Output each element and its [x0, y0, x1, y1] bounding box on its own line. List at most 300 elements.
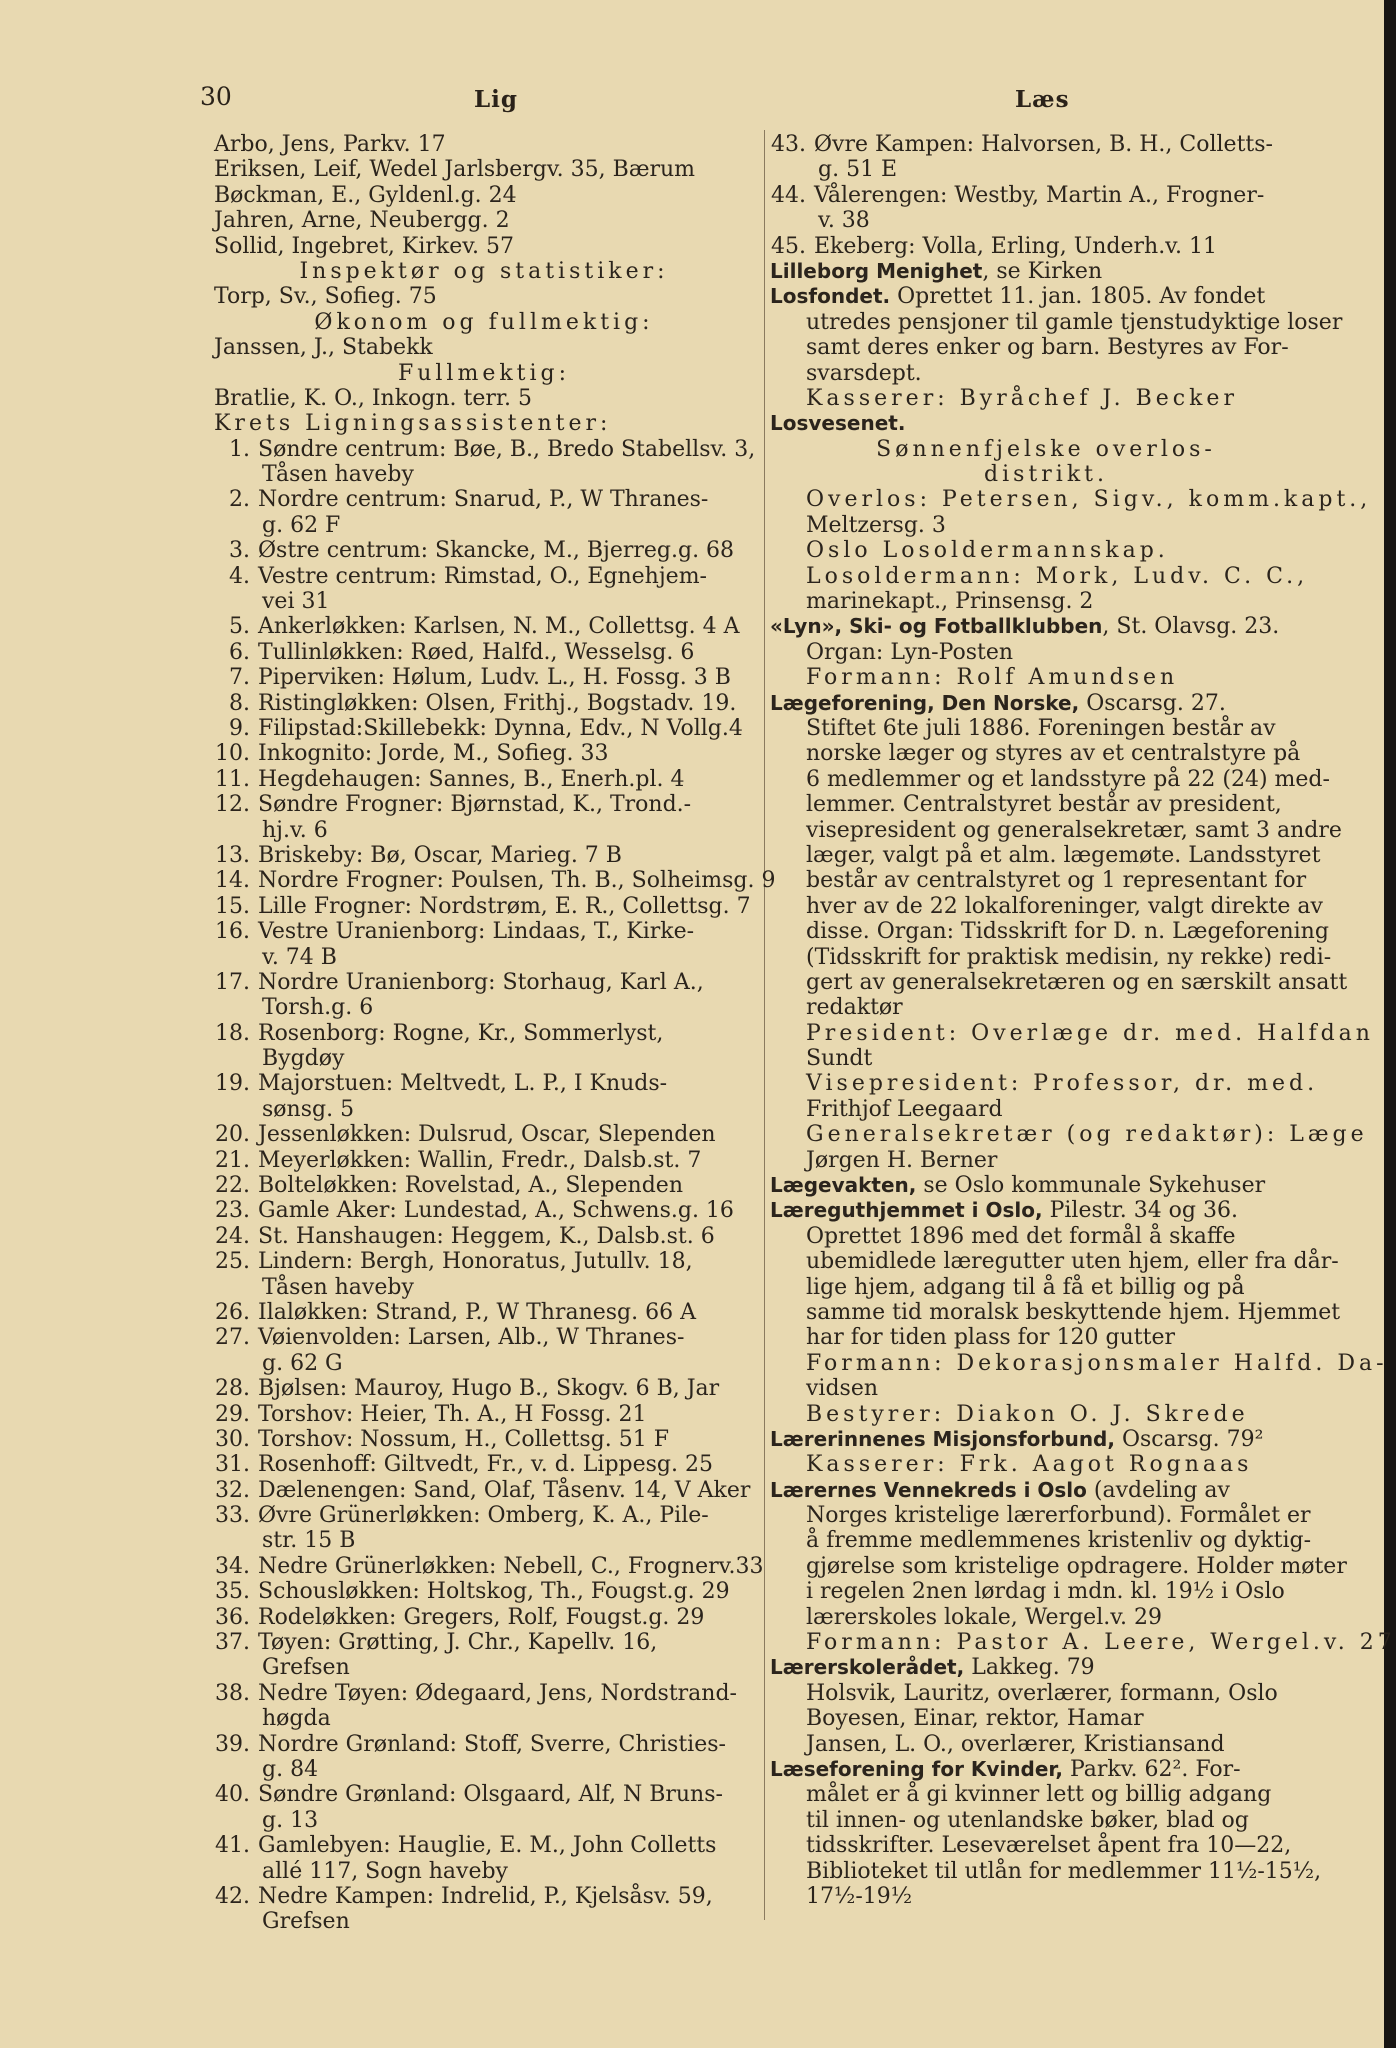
entry-text: Vøienvolden: Larsen, Alb., W Thranes-	[258, 1325, 685, 1351]
entry-text: Jørgen H. Berner	[806, 1147, 998, 1173]
entry-text: Formann: Pastor A. Leere, Wergel.v. 27	[806, 1630, 1396, 1656]
entry-number: 31.	[215, 1452, 250, 1478]
entry-line	[770, 766, 1330, 792]
entry-text: Stiftet 6te juli 1886. Foreningen består av	[806, 715, 1276, 741]
entry-line	[214, 741, 754, 766]
entry-line	[770, 817, 1342, 843]
entry-line	[214, 1300, 754, 1325]
entry-text: Tåsen haveby	[262, 462, 414, 488]
entry-text: Jansen, L. O., overlærer, Kristiansand	[806, 1731, 1225, 1757]
entry-line	[770, 309, 1343, 335]
entry-line	[770, 1020, 1374, 1046]
entry-text: vei 31	[262, 589, 330, 615]
entry-text: Jahren, Arne, Neubergg. 2	[214, 208, 510, 234]
entry-number: 7.	[229, 665, 250, 691]
entry-line	[214, 995, 754, 1020]
entry-line	[770, 1833, 1322, 1858]
entry-number: 10.	[215, 741, 250, 767]
entry-text: Sønnenfjelske overlos-	[876, 436, 1216, 462]
entry-heading: Lærerskolerådet,	[770, 1655, 965, 1680]
entry-line	[770, 1579, 1322, 1604]
entry-line	[214, 564, 754, 589]
entry-text: Vestre Uranienborg: Lindaas, T., Kirke-	[258, 919, 695, 945]
entry-line	[770, 411, 1322, 436]
entry-number: 38.	[215, 1680, 250, 1706]
entry-line	[214, 335, 754, 360]
entry-text: Søndre centrum: Bøe, B., Bredo Stabellsv. 3,	[258, 436, 756, 462]
entry-number: 9.	[229, 715, 250, 741]
entry-line	[770, 487, 1372, 513]
entry-text: Formann: Rolf Amundsen	[806, 665, 1179, 691]
entry-text: Rosenhoff: Giltvedt, Fr., v. d. Lippesg. 25	[258, 1452, 713, 1478]
entry-text: målet er å gi kvinner lett og billig adgang	[806, 1782, 1272, 1808]
entry-number: 39.	[215, 1731, 250, 1757]
entry-line	[770, 1655, 1322, 1680]
entry-line	[214, 919, 754, 944]
entry-text: Eriksen, Leif, Wedel Jarlsbergv. 35, Bærum	[214, 157, 696, 183]
entry-text: Inspektør og statistiker:	[299, 258, 669, 284]
entry-text: Nordre Uranienborg: Storhaug, Karl A.,	[258, 969, 704, 995]
entry-line	[214, 894, 754, 919]
entry-heading: Lærernes Vennekreds i Oslo	[770, 1477, 1087, 1502]
entry-text: vidsen	[806, 1376, 879, 1402]
entry-line	[214, 259, 754, 284]
entry-text: Organ: Lyn-Posten	[806, 639, 1014, 665]
entry-line	[214, 1452, 754, 1477]
entry-text: Meyerløkken: Wallin, Fredr., Dalsb.st. 7	[258, 1147, 702, 1173]
entry-number: 44.	[771, 182, 806, 208]
entry-text: Ankerløkken: Karlsen, N. M., Collettsg. 4 A	[258, 614, 740, 640]
column-divider	[764, 130, 765, 1920]
entry-line	[770, 1859, 1322, 1884]
entry-line	[214, 1275, 754, 1300]
entry-text: Hegdehaugen: Sannes, B., Enerh.pl. 4	[258, 766, 685, 792]
entry-text: Lakkeg. 79	[964, 1655, 1095, 1681]
entry-number: 25.	[215, 1249, 250, 1275]
entry-text: Holsvik, Lauritz, overlærer, formann, Oslo	[806, 1680, 1278, 1706]
entry-text: Overlos: Petersen, Sigv., komm.kapt.,	[806, 487, 1372, 513]
entry-text: Ristingløkken: Olsen, Frithj., Bogstadv. 19.	[258, 690, 737, 716]
entry-text: Torp, Sv., Sofieg. 75	[214, 284, 437, 310]
entry-line	[770, 1884, 1322, 1909]
entry-number: 26.	[215, 1299, 250, 1325]
entry-text: Arbo, Jens, Parkv. 17	[214, 132, 446, 157]
entry-line	[214, 792, 754, 817]
entry-line	[770, 944, 1332, 970]
entry-number: 27.	[215, 1325, 250, 1351]
entry-text: består av centralstyret og 1 representant for	[806, 868, 1307, 894]
entry-line	[214, 284, 754, 309]
entry-text: Kasserer: Byråchef J. Becker	[806, 385, 1238, 411]
entry-line	[214, 386, 754, 411]
entry-line	[770, 538, 1322, 563]
entry-line	[214, 1071, 754, 1096]
entry-text: Lille Frogner: Nordstrøm, E. R., Collettsg. 7	[258, 893, 751, 919]
entry-number: 2.	[229, 487, 250, 513]
entry-line	[214, 462, 754, 487]
entry-text: Sundt	[806, 1046, 873, 1072]
entry-line	[214, 157, 754, 182]
entry-line	[770, 1605, 1322, 1630]
entry-line	[214, 1148, 754, 1173]
entry-text: Krets Ligningsassistenter:	[214, 411, 612, 437]
entry-text: Janssen, J., Stabekk	[214, 335, 433, 361]
entry-line	[214, 1224, 754, 1249]
entry-line	[770, 1402, 1322, 1427]
entry-text: Søndre Grønland: Olsgaard, Alf, N Bruns-	[258, 1782, 723, 1808]
entry-text: Øvre Kampen: Halvorsen, B. H., Colletts-	[814, 132, 1273, 157]
entry-text: Tøyen: Grøtting, J. Chr., Kapellv. 16,	[258, 1630, 658, 1656]
entry-line	[214, 132, 754, 157]
entry-line	[770, 1173, 1322, 1198]
entry-text: v. 74 B	[262, 944, 337, 970]
entry-line	[770, 1325, 1322, 1350]
entry-text: Gamlebyen: Hauglie, E. M., John Colletts	[258, 1833, 717, 1859]
entry-text: distrikt.	[984, 462, 1108, 488]
entry-text: g. 13	[262, 1807, 319, 1833]
entry-text: allé 117, Sogn haveby	[262, 1858, 508, 1884]
entry-text: Fullmektig:	[397, 360, 571, 386]
entry-text: Grefsen	[262, 1655, 350, 1681]
entry-line	[770, 741, 1322, 766]
entry-line	[214, 1553, 764, 1579]
entry-number: 36.	[215, 1604, 250, 1630]
entry-line	[214, 1198, 754, 1223]
entry-text: Tullinløkken: Røed, Halfd., Wesselsg. 6	[258, 639, 695, 665]
entry-line	[214, 208, 754, 233]
entry-line	[770, 1808, 1322, 1833]
entry-line	[214, 665, 754, 690]
entry-line	[770, 919, 1329, 945]
entry-line	[214, 640, 754, 665]
entry-text: Frithjof Leegaard	[806, 1096, 1003, 1122]
entry-number: 8.	[229, 690, 250, 716]
entry-text: til innen- og utenlandske bøker, blad og	[806, 1807, 1249, 1833]
entry-line	[214, 1732, 754, 1757]
entry-line	[770, 1732, 1322, 1757]
entry-text: Søndre Frogner: Bjørnstad, K., Trond.-	[258, 792, 692, 818]
entry-line	[770, 1452, 1322, 1477]
entry-line	[770, 792, 1322, 817]
entry-text: Bolteløkken: Rovelstad, A., Slependen	[258, 1173, 683, 1199]
entry-text: Nordre Grønland: Stoff, Sverre, Christies-	[258, 1731, 726, 1757]
entry-line	[214, 234, 754, 259]
entry-number: 11.	[215, 766, 250, 792]
entry-number: 22.	[215, 1173, 250, 1199]
left-column	[214, 132, 776, 1935]
entry-text: Majorstuen: Meltvedt, L. P., I Knuds-	[258, 1071, 668, 1097]
page-number: 30	[200, 82, 232, 111]
entry-text: Briskeby: Bø, Oscar, Marieg. 7 B	[258, 842, 622, 868]
entry-number: 34.	[215, 1553, 250, 1579]
entry-heading: Losvesenet.	[770, 411, 906, 436]
entry-line	[214, 1122, 754, 1147]
entry-line	[214, 691, 754, 716]
left-guide-word: Lig	[474, 86, 518, 113]
entry-text: Øvre Grünerløkken: Omberg, K. A., Pile-	[258, 1503, 709, 1529]
entry-line	[770, 513, 1322, 538]
entry-text: i regelen 2nen lørdag i mdn. kl. 19½ i Oslo	[806, 1579, 1285, 1605]
entry-line	[214, 868, 776, 894]
entry-line	[770, 1427, 1322, 1452]
entry-text: å fremme medlemmenes kristenliv og dyktig-	[806, 1528, 1312, 1554]
entry-number: 20.	[215, 1122, 250, 1148]
entry-line	[214, 437, 754, 462]
entry-line	[214, 1757, 754, 1782]
entry-line	[770, 437, 1322, 462]
entry-text: Jessenløkken: Dulsrud, Oscar, Slependen	[258, 1122, 716, 1148]
entry-line	[214, 1655, 754, 1680]
entry-text: g. 62 F	[262, 512, 341, 538]
entry-line	[770, 208, 1322, 233]
entry-line	[214, 361, 754, 386]
entry-number: 13.	[215, 842, 250, 868]
entry-line	[214, 1833, 754, 1858]
entry-line	[770, 1681, 1322, 1706]
entry-line	[770, 1299, 1341, 1325]
entry-text: Parkv. 62². For-	[1062, 1757, 1241, 1782]
entry-line	[770, 716, 1322, 741]
entry-line	[770, 1097, 1322, 1122]
entry-text: visepresident og generalsekretær, samt 3 andre	[806, 817, 1342, 843]
entry-text: Bygdøy	[262, 1046, 345, 1072]
entry-text: har for tiden plass for 120 gutter	[806, 1325, 1175, 1351]
entry-number: 12.	[215, 792, 250, 818]
entry-line	[214, 1605, 754, 1630]
entry-text: svarsdept.	[806, 360, 922, 386]
entry-line	[214, 538, 754, 563]
entry-line	[214, 1402, 754, 1427]
entry-number: 23.	[215, 1198, 250, 1224]
entry-text: Dælenengen: Sand, Olaf, Tåsenv. 14, V Aker	[258, 1477, 751, 1503]
entry-line	[770, 564, 1322, 589]
entry-number: 40.	[215, 1782, 250, 1808]
entry-line	[214, 310, 754, 335]
entry-text: Torshov: Heier, Th. A., H Fossg. 21	[258, 1401, 647, 1427]
entry-text: Nedre Kampen: Indrelid, P., Kjelsåsv. 59,	[258, 1883, 713, 1909]
entry-line	[214, 1478, 754, 1503]
entry-number: 16.	[215, 919, 250, 945]
entry-line	[770, 284, 1322, 309]
right-column	[770, 132, 1396, 1909]
entry-text: Bjølsen: Mauroy, Hugo B., Skogv. 6 B, Jar	[258, 1376, 720, 1402]
entry-text: v. 38	[818, 208, 870, 234]
entry-line	[770, 259, 1322, 284]
entry-text: Bøckman, E., Gyldenl.g. 24	[214, 182, 517, 208]
page-header	[0, 0, 1384, 130]
entry-line	[214, 1376, 754, 1401]
entry-line	[214, 1706, 754, 1731]
entry-line	[214, 1681, 754, 1706]
entry-text: g. 62 G	[262, 1350, 343, 1376]
entry-heading: Lægeforening, Den Norske,	[770, 690, 1080, 715]
entry-text: g. 51 E	[818, 157, 898, 183]
entry-text: sønsg. 5	[262, 1096, 355, 1122]
entry-text: Gamle Aker: Lundestad, A., Schwens.g. 16	[258, 1198, 734, 1224]
entry-number: 18.	[215, 1020, 250, 1046]
entry-text: Oscarsg. 79²	[1114, 1426, 1264, 1452]
entry-number: 37.	[215, 1630, 250, 1656]
entry-heading: Læreguthjemmet i Oslo,	[770, 1198, 1043, 1223]
entry-text: Norges kristelige lærerforbund). Formålet er	[806, 1503, 1311, 1529]
entry-text: Økonom og fullmektig:	[314, 309, 654, 335]
entry-text: tidsskrifter. Leseværelset åpent fra 10—22,	[806, 1833, 1292, 1859]
entry-line	[770, 1275, 1322, 1300]
entry-text: Torsh.g. 6	[262, 995, 374, 1021]
entry-line	[770, 843, 1322, 868]
entry-line	[214, 1630, 754, 1655]
entry-text: Bratlie, K. O., Inkogn. terr. 5	[214, 385, 533, 411]
entry-text: høgda	[262, 1706, 331, 1732]
entry-line	[214, 1859, 754, 1884]
entry-text: Nordre Frogner: Poulsen, Th. B., Solheimsg. 9	[258, 868, 776, 894]
entry-text: Pilestr. 34 og 36.	[1042, 1198, 1238, 1224]
entry-line	[214, 1808, 754, 1833]
entry-line	[770, 386, 1322, 411]
entry-text: Generalsekretær (og redaktør): Læge	[806, 1122, 1368, 1148]
entry-text: Oprettet 1896 med det formål å skaffe	[806, 1223, 1236, 1249]
entry-text: Nordre centrum: Snarud, P., W Thranes-	[258, 487, 709, 513]
entry-text: (avdeling av	[1086, 1477, 1230, 1503]
entry-text: Oscarsg. 27.	[1079, 690, 1226, 716]
entry-line	[214, 1503, 754, 1528]
entry-line	[770, 868, 1322, 893]
entry-text: Piperviken: Hølum, Ludv. L., H. Fossg. 3 B	[258, 665, 731, 691]
entry-number: 17.	[215, 969, 250, 995]
entry-text: lærerskoles lokale, Wergel.v. 29	[806, 1604, 1163, 1630]
entry-line	[770, 1376, 1322, 1401]
entry-line	[214, 843, 754, 868]
entry-line	[214, 1097, 754, 1122]
entry-text: gert av generalsekretæren og en særskilt ansatt	[806, 969, 1348, 995]
entry-line	[770, 234, 1322, 259]
entry-text: Vålerengen: Westby, Martin A., Frogner-	[814, 182, 1265, 208]
entry-text: Meltzersg. 3	[806, 512, 946, 538]
entry-line	[214, 487, 754, 512]
entry-text: Losoldermann: Mork, Ludv. C. C.,	[806, 563, 1309, 589]
entry-text: marinekapt., Prinsensg. 2	[806, 589, 1094, 615]
right-guide-word: Læs	[1015, 86, 1070, 113]
entry-text: Formann: Dekorasjonsmaler Halfd. Da-	[806, 1350, 1388, 1376]
entry-text: Schousløkken: Holtskog, Th., Fougst.g. 29	[258, 1579, 730, 1605]
entry-line	[214, 1249, 754, 1274]
entry-number: 45.	[771, 233, 806, 259]
entry-text: hj.v. 6	[262, 817, 328, 843]
entry-line	[214, 1427, 754, 1452]
entry-line	[214, 767, 754, 792]
entry-line	[214, 1884, 754, 1909]
entry-number: 21.	[215, 1147, 250, 1173]
entry-line	[770, 894, 1322, 919]
entry-line	[214, 1351, 754, 1376]
entry-number: 41.	[215, 1833, 250, 1859]
entry-number: 28.	[215, 1376, 250, 1402]
entry-text: se Oslo kommunale Sykehuser	[916, 1173, 1266, 1199]
entry-text: St. Hanshaugen: Heggem, K., Dalsb.st. 6	[258, 1223, 715, 1249]
entry-line	[770, 1503, 1322, 1528]
entry-line	[770, 691, 1322, 716]
entry-text: , St. Olavsg. 23.	[1102, 614, 1280, 640]
entry-number: 1.	[229, 436, 250, 462]
entry-line	[770, 157, 1322, 182]
entry-text: disse. Organ: Tidsskrift for D. n. Lægeforening	[806, 919, 1329, 945]
entry-heading: Lærerinnenes Misjonsforbund,	[770, 1426, 1115, 1451]
entry-text: Grefsen	[262, 1909, 350, 1935]
entry-line	[770, 969, 1348, 995]
entry-line	[214, 716, 754, 741]
entry-text: Ilaløkken: Strand, P., W Thranesg. 66 A	[258, 1299, 696, 1325]
entry-number: 3.	[229, 538, 250, 564]
entry-number: 42.	[215, 1883, 250, 1909]
entry-line	[214, 1528, 754, 1553]
entry-line	[770, 1528, 1322, 1553]
entry-text: Ekeberg: Volla, Erling, Underh.v. 11	[814, 233, 1217, 259]
entry-line	[770, 462, 1322, 487]
entry-line	[214, 1782, 754, 1807]
entry-line	[214, 589, 754, 614]
entry-line	[770, 132, 1322, 157]
entry-line	[770, 665, 1322, 690]
entry-text: Visepresident: Professor, dr. med.	[806, 1071, 1319, 1097]
entry-line	[214, 818, 754, 843]
entry-text: Vestre centrum: Rimstad, O., Egnehjem-	[258, 563, 707, 589]
entry-line	[770, 1148, 1322, 1173]
entry-text: hver av de 22 lokalforeninger, valgt direkte av	[806, 893, 1323, 919]
entry-number: 33.	[215, 1503, 250, 1529]
entry-line	[770, 1350, 1388, 1376]
entry-line	[770, 183, 1322, 208]
entry-number: 19.	[215, 1071, 250, 1097]
entry-text: redaktør	[806, 995, 903, 1021]
entry-text: lemmer. Centralstyret består av president,	[806, 792, 1282, 818]
entry-line	[214, 1325, 754, 1350]
entry-text: President: Overlæge dr. med. Halfdan	[806, 1020, 1374, 1046]
entry-line	[770, 1757, 1322, 1782]
entry-line	[770, 1782, 1322, 1807]
entry-line	[214, 1909, 754, 1934]
entry-text: Kasserer: Frk. Aagot Rognaas	[806, 1452, 1253, 1478]
entry-line	[214, 513, 754, 538]
entry-number: 5.	[229, 614, 250, 640]
entry-text: g. 84	[262, 1757, 319, 1782]
entry-number: 43.	[771, 132, 806, 157]
entry-line	[214, 614, 754, 639]
entry-text: Biblioteket til utlån for medlemmer 11½-15½,	[806, 1858, 1322, 1884]
entry-text: 6 medlemmer og et landsstyre på 22 (24) med-	[806, 766, 1330, 792]
entry-line	[770, 1046, 1322, 1071]
entry-line	[770, 361, 1322, 386]
entry-text: Tåsen haveby	[262, 1274, 414, 1300]
entry-line	[770, 995, 1322, 1020]
entry-text: samt deres enker og barn. Bestyres av For-	[806, 335, 1289, 361]
entry-heading: Losfondet.	[770, 284, 891, 309]
entry-line	[214, 1021, 754, 1046]
entry-text: utredes pensjoner til gamle tjenstudyktige loser	[806, 309, 1343, 335]
entry-number: 35.	[215, 1579, 250, 1605]
entry-line	[770, 335, 1322, 360]
entry-number: 30.	[215, 1426, 250, 1452]
entry-line	[770, 1071, 1322, 1096]
entry-line	[770, 1706, 1322, 1731]
entry-line	[770, 589, 1322, 614]
entry-text: Filipstad:Skillebekk: Dynna, Edv., N Vollg.4	[258, 715, 743, 741]
entry-text: gjørelse som kristelige opdragere. Holder møter	[806, 1553, 1347, 1579]
entry-text: Inkognito: Jorde, M., Sofieg. 33	[258, 741, 609, 767]
entry-text: Boyesen, Einar, rektor, Hamar	[806, 1706, 1144, 1732]
entry-line	[770, 1553, 1347, 1579]
entry-line	[214, 945, 754, 970]
entry-text: Lindern: Bergh, Honoratus, Jutullv. 18,	[258, 1249, 693, 1275]
